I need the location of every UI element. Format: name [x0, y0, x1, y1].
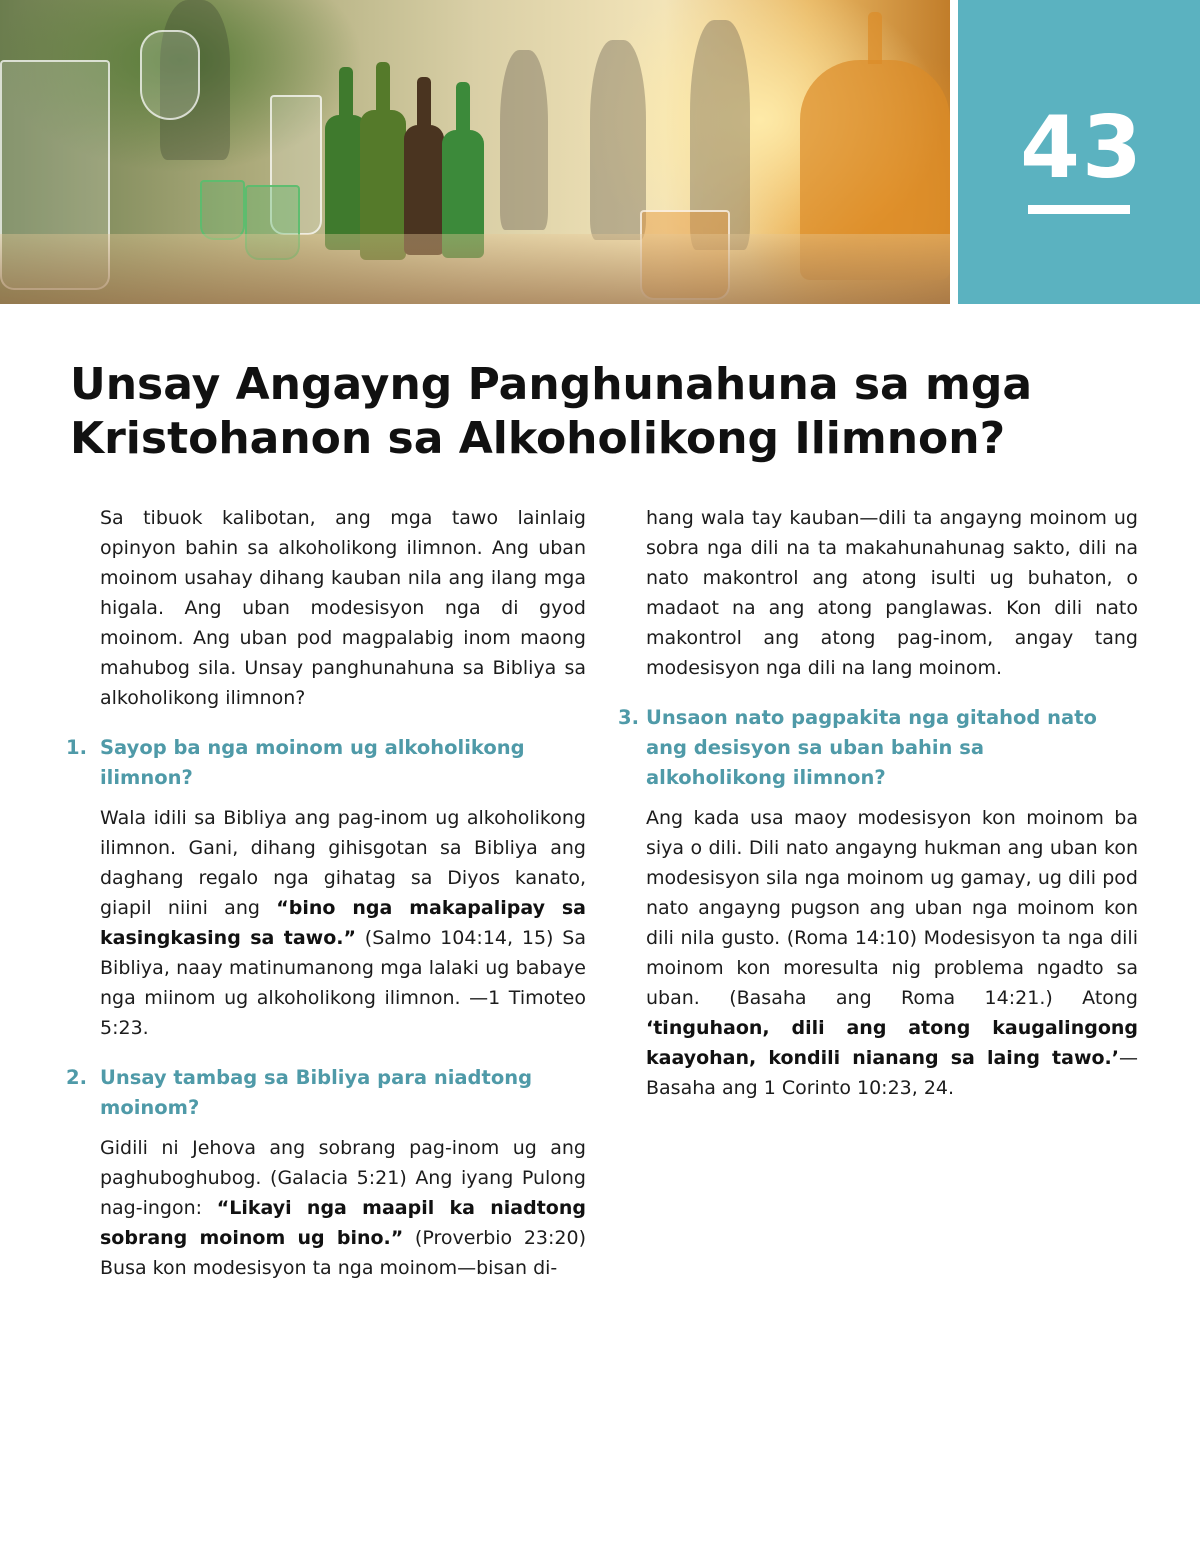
- scripture-quote: “bino nga makapalipay sa kasingkasing sa tawo.”: [100, 897, 586, 949]
- wine-glass-icon: [140, 30, 200, 120]
- blurred-person: [590, 40, 646, 240]
- question-number: 3.: [618, 706, 639, 729]
- answer-text: Wala idili sa Bibliya ang pag-inom ug alkoholikong ilimnon. Gani, dihang gihisgotan sa Bibliya ang daghang regalo nga gihatag sa Diyos kanato, giapil niini ang: [100, 807, 586, 919]
- scripture-quote: ‘tinguhaon, dili ang atong kaugalingong kaayohan, kondili nianang sa laing tawo.’: [646, 1017, 1138, 1069]
- page-title: [70, 358, 1070, 466]
- lesson-number-block: [958, 0, 1200, 304]
- answer-text: Ang kada usa maoy modesisyon kon moinom ba siya o dili. Dili nato angayng hukman ang uban kon modesisyon sila nga moinom ug gamay, ug dili pod nato angayng pugson ang uban nga moinom kon dili nila gusto. (Roma 14:10) Modesisyon ta nga dili moinom kon moresulta nig problema ngadto sa uban. (Basaha ang Roma 14:21.) Atong: [646, 807, 1138, 1009]
- answer-text: hang wala tay kauban—dili ta angayng moinom ug sobra nga dili na ta makahunahunag sakto, dili na nato makontrol ang atong isulti ug buhaton, o madaot na ang atong panglawas. Kon dili nato makontrol ang atong pag-inom, angay tang modesisyon nga dili na lang moinom.: [646, 507, 1138, 679]
- question-3: [618, 703, 1138, 793]
- page-title-line-2: Kristohanon sa Alkoholikong Ilimnon?: [70, 413, 1006, 464]
- question-text: Sayop ba nga moinom ug alkoholikong ilimnon?: [100, 736, 525, 789]
- answer-text: (Salmo 104:14, 15) Sa Bibliya, naay matinumanong mga lalaki ug babaye nga miinom ug alkoholikong ilimnon. —1 Timoteo 5:23.: [100, 927, 586, 1039]
- lesson-number-underline: [1028, 205, 1130, 214]
- right-column: [618, 503, 1138, 1103]
- question-1: [66, 733, 586, 793]
- hero-photo: [0, 0, 950, 304]
- question-number: 2.: [66, 1066, 87, 1089]
- question-2: [66, 1063, 586, 1123]
- answer-paragraph: [66, 803, 586, 1043]
- answer-text: (Proverbio 23:20) Busa kon modesisyon ta nga moinom—bisan di-: [100, 1227, 586, 1279]
- intro-paragraph: Sa tibuok kalibotan, ang mga tawo lainlaig opinyon bahin sa alkoholikong ilimnon. Ang uban moinom usahay dihang kauban nila ang ilang mga higala. Ang uban modesisyon nga di gyod moinom. Ang uban pod magpalabig inom maong mahubog sila. Unsay panghunahuna sa Bibliya sa alkoholikong ilimnon?: [100, 507, 586, 709]
- scripture-quote: “Likayi nga maapil ka niadtong sobrang moinom ug bino.”: [100, 1197, 586, 1249]
- green-glass-icon: [200, 180, 245, 240]
- question-number: 1.: [66, 736, 87, 759]
- answer-paragraph-continued: [618, 503, 1138, 683]
- question-text: Unsay tambag sa Bibliya para niadtong moinom?: [100, 1066, 533, 1119]
- answer-paragraph: [66, 1133, 586, 1283]
- left-column: [66, 503, 586, 1283]
- answer-paragraph: [618, 803, 1138, 1103]
- page-title-line-1: Unsay Angayng Panghunahuna sa mga: [70, 359, 1033, 410]
- answer-text: Gidili ni Jehova ang sobrang pag-inom ug ang paghuboghubog. (Galacia 5:21) Ang iyang Pulong nag-ingon:: [100, 1137, 586, 1219]
- question-text: Unsaon nato pagpakita nga gitahod nato ang desisyon sa uban bahin sa alkoholikong ilimnon?: [646, 706, 1097, 789]
- table-surface: [0, 234, 950, 304]
- answer-text: —Basaha ang 1 Corinto 10:23, 24.: [646, 1047, 1138, 1099]
- lesson-number: 43: [1020, 98, 1144, 198]
- blurred-person: [500, 50, 548, 230]
